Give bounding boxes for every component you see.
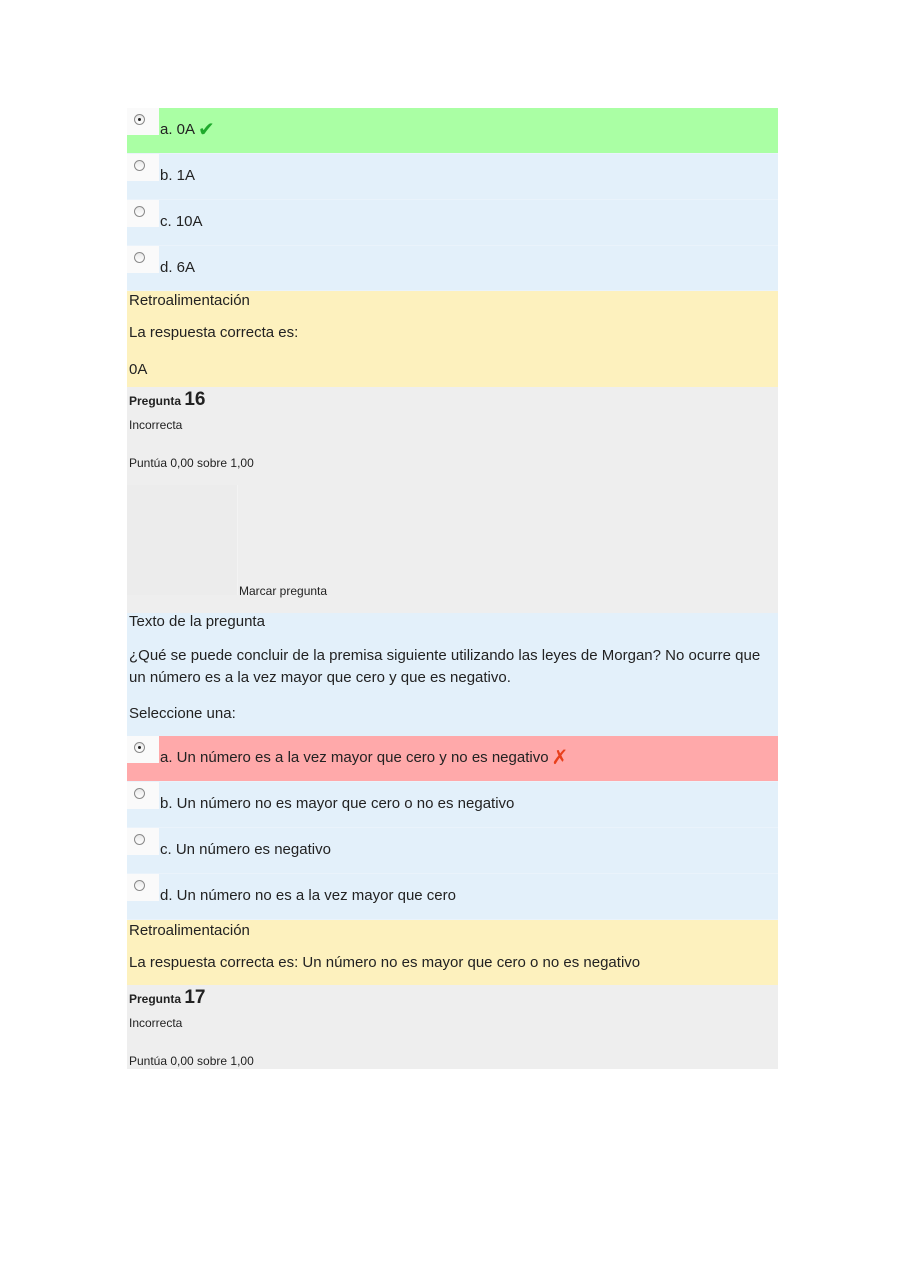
q16-option-a[interactable] xyxy=(127,736,778,782)
flag-icon[interactable] xyxy=(127,485,238,595)
option-label: d. 6A xyxy=(160,259,196,276)
radio-checked[interactable] xyxy=(134,742,145,753)
question-text-body: ¿Qué se puede concluir de la premisa siguiente utilizando las leyes de Morgan? No ocurre que un número es a la vez mayor que cero y que es negativo. xyxy=(129,647,761,686)
feedback-text: La respuesta correcta es: Un número no es mayor que cero o no es negativo xyxy=(129,954,641,971)
q15-option-d[interactable] xyxy=(127,246,778,291)
option-label: a. 0A xyxy=(160,121,196,138)
feedback-answer: 0A xyxy=(129,361,148,378)
option-label: c. Un número es negativo xyxy=(160,841,331,858)
option-label: d. Un número no es a la vez mayor que cero xyxy=(160,887,456,904)
option-label: c. 10A xyxy=(160,213,203,230)
q16-question-text xyxy=(127,613,778,736)
radio[interactable] xyxy=(134,206,145,217)
q16-info xyxy=(127,387,778,485)
q15-option-a[interactable] xyxy=(127,108,778,154)
q17-info xyxy=(127,985,778,1069)
q15-option-c[interactable] xyxy=(127,200,778,246)
feedback-text: La respuesta correcta es: xyxy=(129,324,299,341)
question-grade: Puntúa 0,00 sobre 1,00 xyxy=(129,456,254,470)
option-label: b. Un número no es mayor que cero o no es negativo xyxy=(160,795,515,812)
q16-feedback xyxy=(127,920,778,985)
option-label: a. Un número es a la vez mayor que cero y no es negativo xyxy=(160,749,549,766)
flag-question-link[interactable]: Marcar pregunta xyxy=(239,584,328,598)
option-label: b. 1A xyxy=(160,167,196,184)
radio[interactable] xyxy=(134,252,145,263)
flag-area xyxy=(127,485,778,613)
question-text-title: Texto de la pregunta xyxy=(129,613,265,630)
question-grade: Puntúa 0,00 sobre 1,00 xyxy=(129,1054,254,1068)
radio[interactable] xyxy=(134,788,145,799)
correct-check-icon: ✔ xyxy=(198,119,215,141)
q16-option-d[interactable] xyxy=(127,874,778,920)
radio[interactable] xyxy=(134,160,145,171)
feedback-title: Retroalimentación xyxy=(129,292,250,309)
question-number: Pregunta 17 xyxy=(129,987,206,1008)
question-state: Incorrecta xyxy=(129,1016,183,1030)
radio-checked[interactable] xyxy=(134,114,145,125)
radio[interactable] xyxy=(134,834,145,845)
select-one-label: Seleccione una: xyxy=(129,705,236,722)
q16-option-c[interactable] xyxy=(127,828,778,874)
wrong-cross-icon: ✗ xyxy=(551,747,569,769)
q15-option-b[interactable] xyxy=(127,154,778,200)
feedback-title: Retroalimentación xyxy=(129,922,250,939)
q16-option-b[interactable] xyxy=(127,782,778,828)
quiz-review xyxy=(127,108,778,1069)
question-state: Incorrecta xyxy=(129,418,183,432)
question-number: Pregunta 16 xyxy=(129,389,206,410)
q15-feedback xyxy=(127,291,778,387)
radio[interactable] xyxy=(134,880,145,891)
